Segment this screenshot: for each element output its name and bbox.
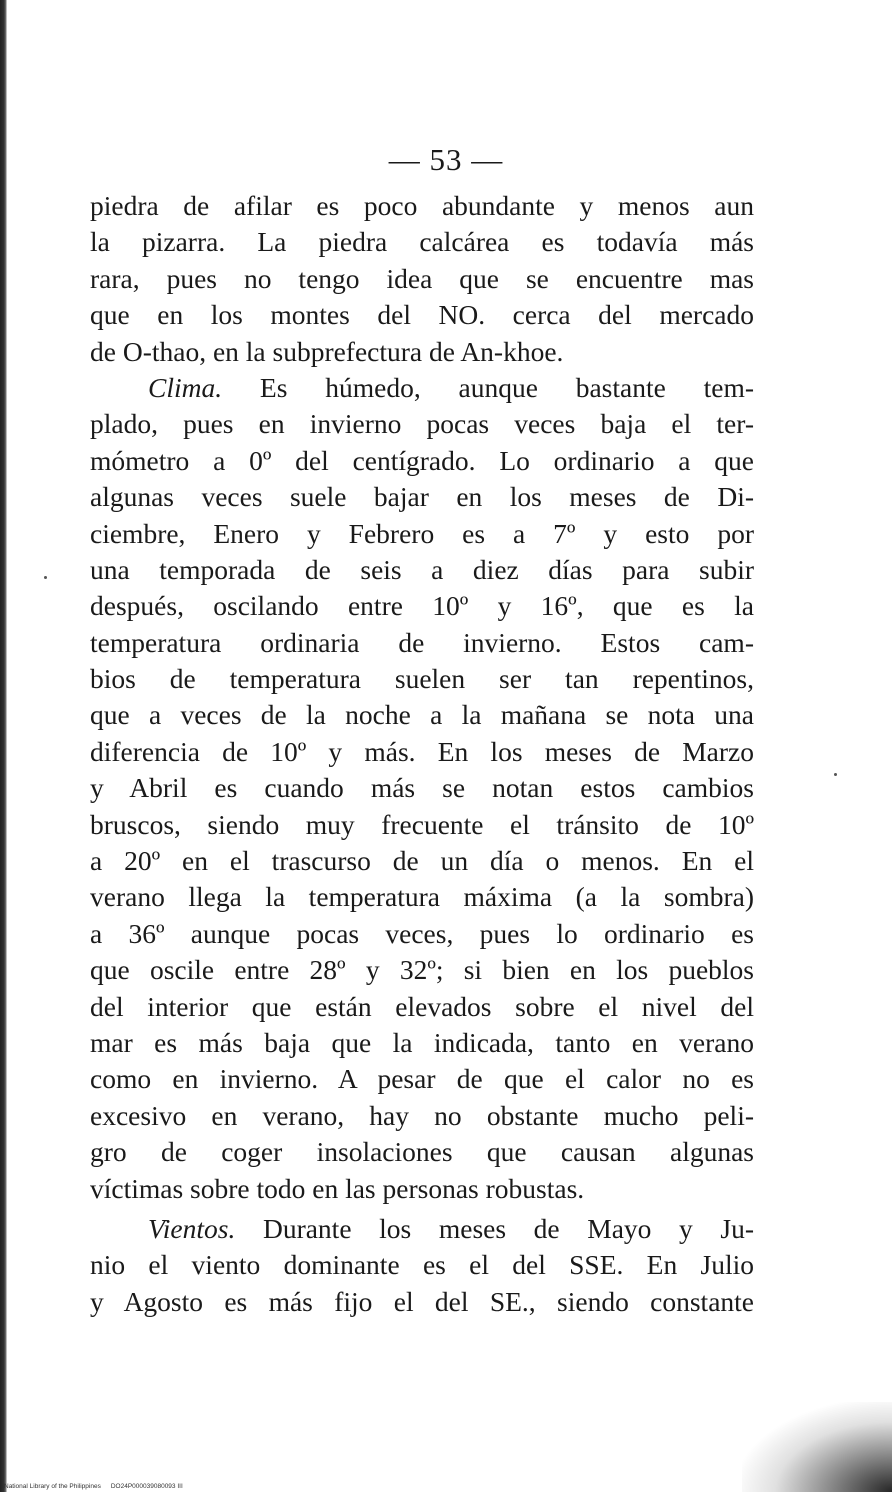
scan-code: DO24P000039080093 III [110,1483,183,1490]
text-line: temperatura ordinaria de invierno. Estos cam- [90,626,754,658]
text-line: a 20º en el trascurso de un día o menos. En el [90,845,754,877]
text-line: la pizarra. La piedra calcárea es todavía más [90,226,754,258]
text-line: algunas veces suele bajar en los meses de Di- [90,481,754,513]
text-line: a 36º aunque pocas veces, pues lo ordinario es [90,917,754,949]
text-line: del interior que están elevados sobre el nivel del [90,990,754,1022]
text-line: después, oscilando entre 10º y 16º, que es la [90,590,754,622]
text-line: como en invierno. A pesar de que el calor no es [90,1063,754,1095]
text-line: rara, pues no tengo idea que se encuentre mas [90,262,754,294]
paragraph-vientos-first-line [90,1211,754,1247]
text-line: que en los montes del NO. cerca del mercado [90,299,754,331]
text-line: bruscos, siendo muy frecuente el tránsito de 10º [90,808,754,840]
text-line: ciembre, Enero y Febrero es a 7º y esto por [90,517,754,549]
text-line: piedra de afilar es poco abundante y menos aun [90,190,754,221]
paper-speck [834,773,837,776]
clima-intro-text: Es húmedo, aunque bastante tem- [259,371,754,403]
text-line: y Agosto es más fijo el del SE., siendo constante [90,1285,754,1317]
library-credit: National Library of the Philippines [4,1483,101,1490]
text-line: de O-thao, en la subprefectura de An-khoe. [90,335,564,367]
footer-credit [4,1483,183,1490]
text-line: y Abril es cuando más se notan estos cambios [90,772,754,804]
paper-speck [44,576,47,579]
page-edge-shadow [0,0,7,1492]
body-text [90,188,754,1320]
section-title-vientos: Vientos. [148,1212,236,1244]
text-line: que oscile entre 28º y 32º; si bien en los pueblos [90,954,754,986]
text-line: plado, pues en invierno pocas veces baja el ter- [90,408,754,440]
text-line: una temporada de seis a diez días para subir [90,553,754,585]
text-line: diferencia de 10º y más. En los meses de Marzo [90,735,754,767]
page-number: — 53 — [388,142,504,177]
text-line: verano llega la temperatura máxima (a la sombra) [90,881,754,913]
text-line: mar es más baja que la indicada, tanto en verano [90,1026,754,1058]
text-line: bios de temperatura suelen ser tan repentinos, [90,663,754,695]
vientos-intro-text: Durante los meses de Mayo y Ju- [262,1212,755,1244]
text-line: gro de coger insolaciones que causan algunas [90,1136,754,1168]
text-line: mómetro a 0º del centígrado. Lo ordinario a que [90,444,754,476]
text-line: nio el viento dominante es el del SSE. En Julio [90,1249,754,1281]
corner-shadow [742,1402,892,1492]
section-title-clima: Clima. [148,371,223,403]
text-line: víctimas sobre todo en las personas robustas. [90,1172,585,1204]
text-line: excesivo en verano, hay no obstante mucho peli- [90,1099,754,1131]
paragraph-clima-first-line [90,370,754,406]
text-line: que a veces de la noche a la mañana se nota una [90,699,754,731]
